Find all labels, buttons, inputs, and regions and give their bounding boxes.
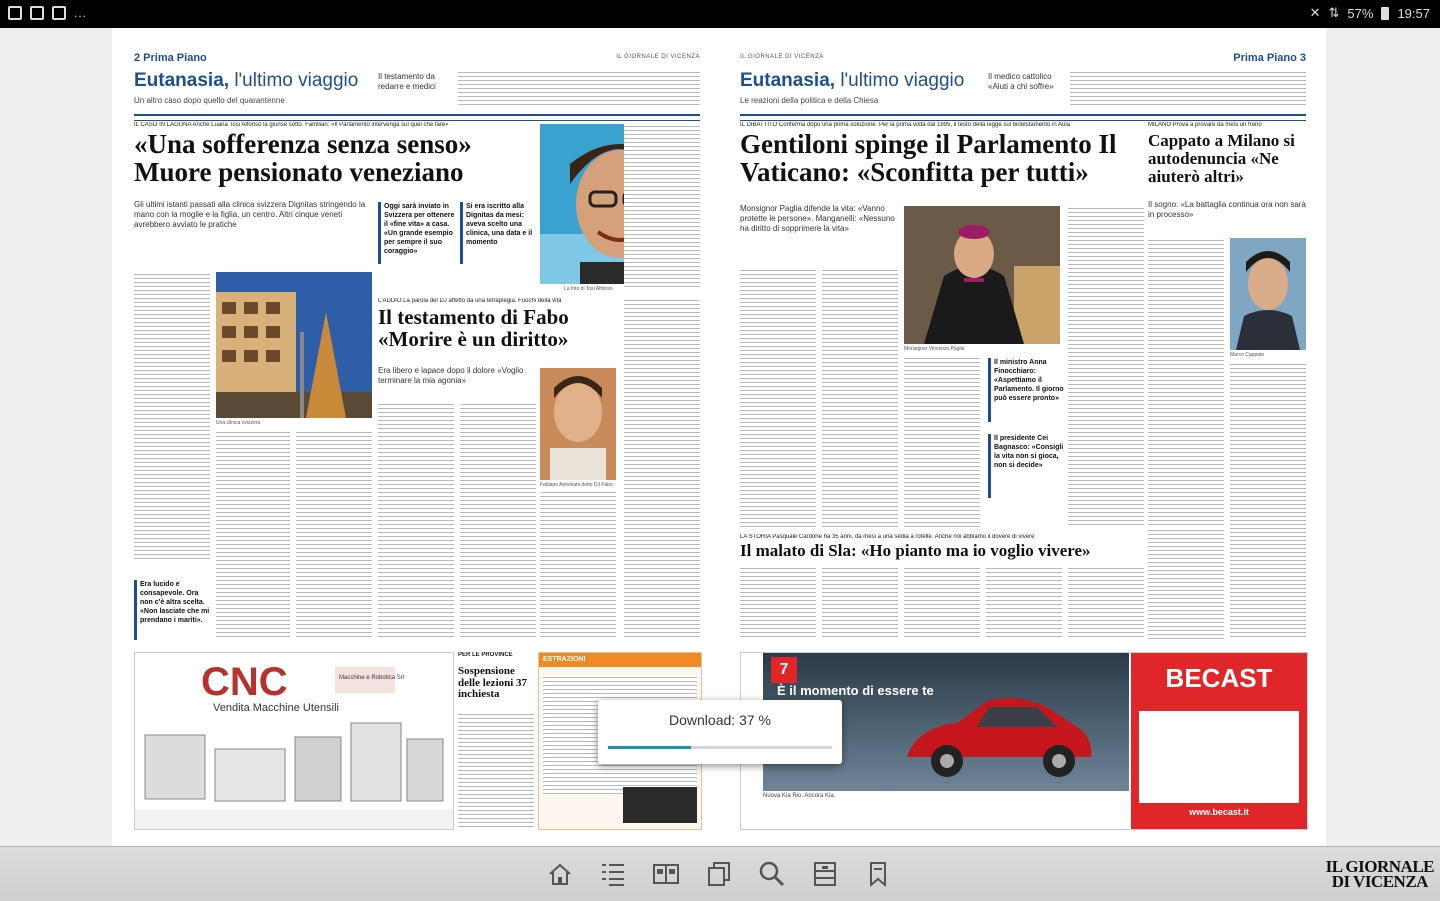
secondary-headline[interactable]: Il malato di Sla: «Ho pianto ma io voglio vivere» (740, 541, 1091, 560)
status-bar (0, 0, 1440, 28)
section-kicker: Eutanasia, l'ultimo viaggio (134, 70, 359, 91)
main-headline[interactable]: Gentiloni spinge il Parlamento Il Vaticano: «Sconfitta per tutti» (740, 129, 1117, 188)
article-column (624, 298, 700, 640)
quote-box: Era lucido e consapevole. Ora non c'è altra scelta. «Non lasciate che mi prendano i mariti». (134, 580, 212, 640)
download-label: Download: 37 % (669, 712, 771, 728)
article-column (1230, 362, 1306, 640)
download-dialog (598, 700, 842, 764)
cnc-advertisement[interactable] (134, 652, 454, 830)
article-strap: LA STORIA Pasquale Cardone ha 35 anni, da mesi a una sedia a rotelle. Anche noi abbiamo il dovere di vivere (740, 534, 1035, 540)
sidebar-box: Oggi sarà inviato in Svizzera per ottenere il «fine vita» a casa. «Un grande esempio per sempre il suo coraggio» (378, 202, 456, 264)
article-column (904, 356, 980, 528)
article-column (1068, 206, 1144, 528)
article-column (1068, 566, 1144, 640)
lotto-title: ESTRAZIONI (539, 653, 701, 667)
article-column (134, 272, 210, 562)
battery-icon (1381, 7, 1389, 20)
divider (740, 114, 1306, 121)
teaser: Il testamento da redarre e medici (378, 72, 436, 91)
svg-text:CNC: CNC (201, 660, 288, 704)
divider (134, 114, 700, 121)
copies-icon (704, 859, 734, 889)
article-column (460, 402, 536, 640)
ad-tagline: È il momento di essere te (777, 683, 934, 698)
gallery-icon (8, 6, 22, 20)
section-subtitle: Un altro caso dopo quello del quarantenne (134, 96, 285, 105)
article-column (296, 430, 372, 640)
teaser: Il medico cattolico «Aiuti a chi soffre» (988, 72, 1054, 91)
article-column (822, 268, 898, 528)
article-column (378, 402, 454, 640)
article-strap: L'ADDIO La parola del DJ affetto da una tetraplegia. Fuochi della vita (378, 298, 562, 304)
fabo-photo[interactable] (540, 368, 616, 480)
page-masthead: IL GIORNALE DI VICENZA (740, 54, 824, 60)
copies-button[interactable] (702, 857, 736, 891)
becast-logo: BECAST (1165, 663, 1273, 693)
photo-caption: Fabiano Antoniani detto DJ Fabo (540, 482, 613, 488)
teaser-text (458, 70, 700, 106)
article-column (822, 566, 898, 640)
main-deck: Monsignor Paglia difende la vita: «Vanno protette le persone». Manganelli: «Nessuno ha diritto di sopprimere la vita» (740, 204, 895, 233)
image-icon (52, 6, 66, 20)
becast-panel[interactable] (1131, 653, 1307, 829)
bishop-photo[interactable] (904, 206, 1060, 344)
newspaper-logo[interactable] (1326, 859, 1434, 889)
ad-warranty-badge: 7 (771, 657, 797, 683)
photo-caption: Monsignor Vincenzo Paglia (904, 346, 965, 352)
side-headline[interactable]: Cappato a Milano si autodenuncia «Ne aiuterò altri» (1148, 131, 1295, 186)
logo-line: DI VICENZA (1331, 872, 1428, 891)
section-kicker: Eutanasia, l'ultimo viaggio (740, 70, 965, 91)
article-column (216, 430, 290, 640)
page-masthead: IL GIORNALE DI VICENZA (616, 54, 700, 60)
dealer-info (1139, 711, 1299, 803)
article-strap: MILANO Prova a provare da mesi un freno (1148, 122, 1262, 128)
advert-logo (623, 787, 697, 823)
ad-tagline: Vendita Macchine Utensili (213, 702, 339, 714)
main-headline[interactable]: «Una sofferenza senza senso» Muore pensionato veneziano (134, 129, 472, 188)
notice-box: PER LE PROVINCE Sospensione delle lezioni 37 inchiesta (458, 652, 534, 828)
logo-line: IL GIORNALE (1325, 857, 1434, 876)
search-icon (757, 859, 787, 889)
sidebar-box: Il ministro Anna Finocchiaro: «Aspettiamo il Parlamento. Il giorno può essere pronto» (988, 358, 1066, 422)
section-subtitle: Le reazioni della politica e della Chiesa (740, 96, 879, 105)
home-icon (545, 859, 575, 889)
bookmark-button[interactable] (861, 857, 895, 891)
secondary-deck: Era libero e lapace dopo il dolore «Voglio terminare la mia agonia» (378, 366, 524, 385)
clock: 19:57 (1397, 5, 1430, 21)
sidebar-box: Si era iscritto alla Dignitas da mesi: aveva scelto una clinica, una data e il momento (460, 202, 538, 264)
home-button[interactable] (543, 857, 577, 891)
article-column (1148, 528, 1224, 640)
article-column (740, 566, 816, 640)
side-deck: Il sogno: «La battaglia continua ora non sarà in processo» (1148, 200, 1306, 219)
article-column (986, 566, 1062, 640)
bookmark-icon (863, 859, 893, 889)
contents-button[interactable] (596, 857, 630, 891)
sidebar-box: Il presidente Cei Bagnasco: «Consigli la vita non si gioca, non si decide» (988, 434, 1066, 498)
page-folio: Prima Piano 3 (1233, 52, 1306, 64)
mute-icon: ✕ (1309, 5, 1321, 20)
article-column (904, 566, 980, 640)
play-icon (30, 6, 44, 20)
more-notifications: ... (74, 6, 88, 20)
secondary-headline[interactable]: Il testamento di Fabo «Morire è un diritto» (378, 305, 569, 352)
battery-level: 57% (1347, 5, 1374, 21)
search-button[interactable] (755, 857, 789, 891)
cappato-photo[interactable] (1230, 238, 1306, 350)
photo-caption: La foto di Tosi Alfonso (564, 286, 613, 292)
article-column (1148, 238, 1224, 528)
article-column (740, 268, 816, 528)
wifi-icon: ⇅ (1328, 5, 1340, 20)
photo-caption: Una clinica svizzera (216, 420, 261, 426)
teaser-text (1070, 70, 1306, 106)
ad-footer: Nuova Kia Rio. Ancora Kia. (763, 793, 836, 799)
main-deck: Gli ultimi istanti passati alla clinica svizzera Dignitas stringendo la mano con la moglie e la figlia, un centro. Altri cinque veneti avrebbero avviato le pratiche (134, 200, 366, 229)
archive-icon (810, 859, 840, 889)
notice-headline: Sospensione delle lezioni 37 inchiesta (458, 665, 528, 701)
page-folio: 2 Prima Piano (134, 52, 207, 64)
ad-badge: Macchine e Robotica Srl (339, 675, 405, 681)
clinic-photo[interactable] (216, 272, 372, 418)
article-column (624, 124, 700, 290)
becast-url: www.becast.it (1189, 807, 1249, 817)
bottom-toolbar (0, 846, 1440, 901)
pages-icon (651, 859, 681, 889)
list-icon (598, 859, 628, 889)
article-column (540, 490, 616, 640)
pages-button[interactable] (649, 857, 683, 891)
archive-button[interactable] (808, 857, 842, 891)
download-progress-track (608, 746, 832, 749)
article-strap: IL DIBATTITO Conferma dopo una prima soluzione. Per la prima volta dal 1995, il testo della legge sul biotestamento in Aula (740, 122, 1071, 128)
photo-caption: Marco Cappato (1230, 352, 1265, 358)
article-strap: IL CASO IN LAGUNA Anche Luana Tosi Alfonso la giunse sotto. Familiari: «Il Parlamento intervenga sul quel che fare» (134, 122, 449, 128)
download-progress-fill (608, 746, 691, 749)
